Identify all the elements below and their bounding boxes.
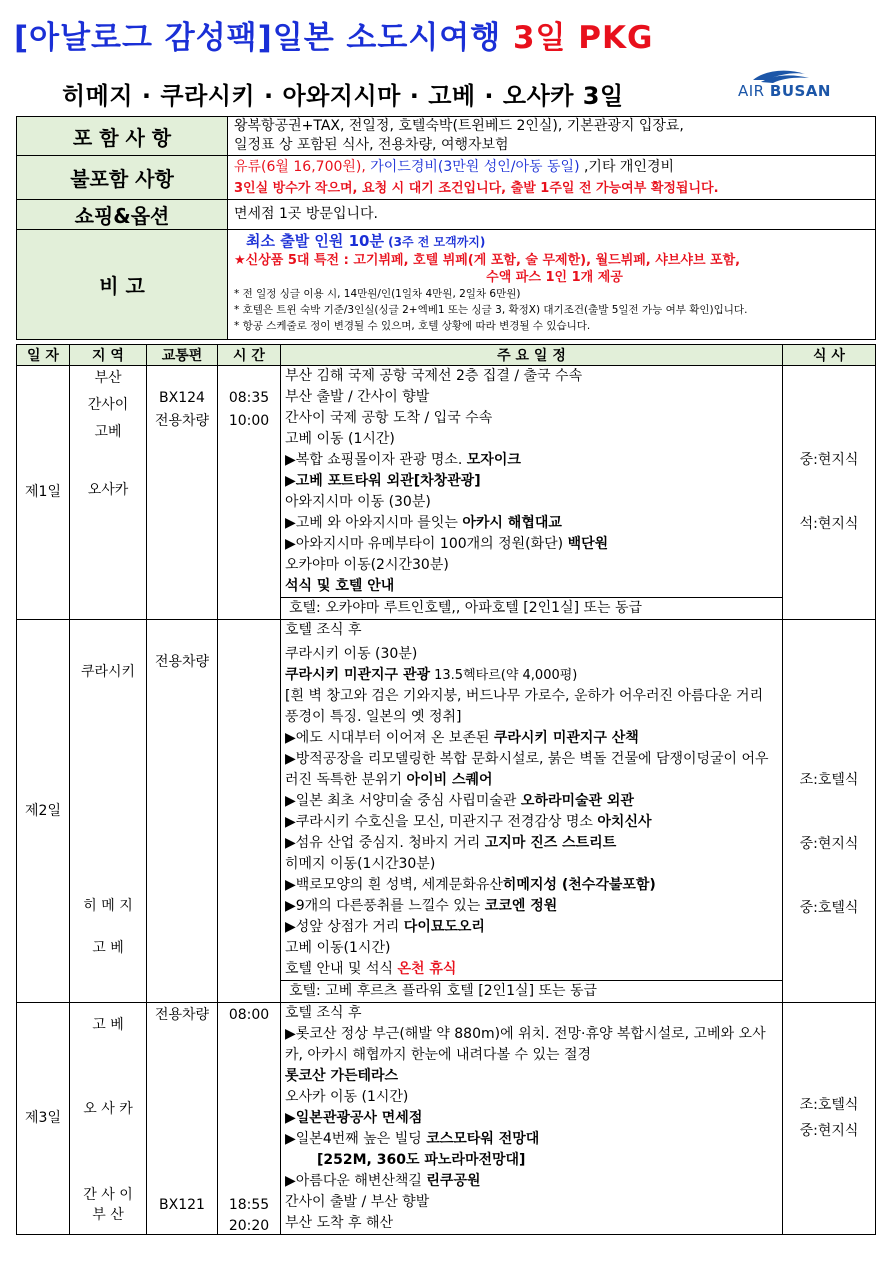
day3-plan: 호텔 조식 후 ▶롯코산 정상 부근(해발 약 880m)에 위치. 전망·휴양 복합시설로, 고베와 오사카, 아카시 해협까지 한눈에 내려다볼 수 있는 절경 롯코산 가든테라스 오사카 이동 (1시간) ▶일본관광공사 면세점 ▶일본4번째 높은 빌딩 코스모타워 전망대 [252M, 360도 파노라마전망대] ▶아름다운 해변산책길 린쿠공원 간사이 출발 / 부산 향발 부산 도착 후 해산 bbox=[281, 1003, 783, 1235]
day1-transport: BX124 전용차량 bbox=[147, 366, 218, 620]
day2-label: 제2일 bbox=[17, 620, 70, 1003]
day2-hotel: 호텔: 고베 후르츠 플라워 호텔 [2인1실] 또는 동급 bbox=[281, 980, 782, 1002]
header-plan: 주 요 일 정 bbox=[281, 345, 783, 366]
title-accent: 3일 PKG bbox=[512, 20, 654, 56]
day2-plan: 호텔 조식 후 쿠라시키 이동 (30분) 쿠라시키 미관지구 관광 13.5헥타르(약 4,000평) [흰 벽 창고와 검은 기와지붕, 버드나무 가로수, 운하가 어우러진 아름다운 거리 풍경이 특징. 일본의 옛 정취] ▶에도 시대부터 이어져 온 보존된 쿠라시키 미관지구 산책 ▶방적공장을 리모델링한 복합 문화시설로, 붉은 벽돌 건물에 담쟁이덩굴이 어우러진 독특한 분위기 아이비 스퀘어 ▶일본 최초 서양미술 중심 사립미술관 오하라미술관 외관 ▶쿠라시키 수호신을 모신, 미관지구 전경감상 명소 아치신사 ▶섬유 산업 중심지. 청바지 거리 고지마 진즈 스트리트 히메지 이동(1시간30분) ▶백로모양의 흰 성벽, 세계문화유산히메지성 (천수각불포함) ▶9개의 다른풍취를 느낄수 있는 코코엔 정원 ▶성앞 상점가 거리 다이묘도오리 고베 이동(1시간) 호텔 안내 및 석식 온천 휴식 호텔: 고베 후르츠 플라워 호텔 [2인1실] 또는 동급 bbox=[281, 620, 783, 1003]
day1-plan: 부산 김해 국제 공항 국제선 2층 집결 / 출국 수속 부산 출발 / 간사이 향발 간사이 국제 공항 도착 / 입국 수속 고베 이동 (1시간) ▶복합 쇼핑몰이자 관광 명소. 모자이크 ▶고베 포트타워 외관[차창관광] 아와지시마 이동 (30분) ▶고베 와 아와지시마 를잇는 아카시 해협대교 ▶아와지시마 유메부타이 100개의 정원(화단) 백단원 오카야마 이동(2시간30분) 석식 및 호텔 안내 호텔: 오카야마 루트인호텔,, 아파호텔 [2인1실] 또는 동급 bbox=[281, 366, 783, 620]
schedule-row-day1 bbox=[17, 366, 876, 620]
day3-transport: 전용차량 BX121 bbox=[147, 1003, 218, 1235]
header-transport: 교통편 bbox=[147, 345, 218, 366]
schedule-table bbox=[16, 344, 876, 1235]
page-subtitle: 히메지 · 쿠라시키 · 아와지시마 · 고베 · 오사카 3일 bbox=[62, 82, 624, 110]
included-label: 포 함 사 항 bbox=[17, 117, 228, 156]
included-value: 왕복항공권+TAX, 전일정, 호텔숙박(트윈베드 2인실), 기본관광지 입장료, 일정표 상 포함된 식사, 전용차량, 여행자보험 bbox=[228, 117, 876, 156]
page-title: [아날로그 감성팩]일본 소도시여행 3일 PKG bbox=[14, 20, 654, 56]
info-table bbox=[16, 116, 876, 340]
day1-hotel: 호텔: 오카야마 루트인호텔,, 아파호텔 [2인1실] 또는 동급 bbox=[281, 597, 782, 619]
air-busan-logo-text: AIR BUSAN bbox=[738, 82, 831, 100]
excluded-label: 불포함 사항 bbox=[17, 156, 228, 200]
day2-time bbox=[218, 620, 281, 1003]
schedule-row-day3 bbox=[17, 1003, 876, 1235]
header-time: 시 간 bbox=[218, 345, 281, 366]
remarks-label: 비 고 bbox=[17, 230, 228, 340]
day1-meals: 중:현지식 석:현지식 bbox=[783, 366, 876, 620]
day2-transport: 전용차량 bbox=[147, 620, 218, 1003]
day3-meals: 조:호텔식 중:현지식 bbox=[783, 1003, 876, 1235]
schedule-row-day2 bbox=[17, 620, 876, 1003]
day3-area: 고 베 오 사 카 간 사 이 부 산 bbox=[70, 1003, 147, 1235]
header-area: 지 역 bbox=[70, 345, 147, 366]
shopping-value: 면세점 1곳 방문입니다. bbox=[228, 200, 876, 230]
day2-meals: 조:호텔식 중:현지식 중:호텔식 bbox=[783, 620, 876, 1003]
day1-time: 08:35 10:00 bbox=[218, 366, 281, 620]
shopping-label: 쇼핑&옵션 bbox=[17, 200, 228, 230]
day1-label: 제1일 bbox=[17, 366, 70, 620]
excluded-value: 유류(6월 16,700원), 가이드경비(3만원 성인/아동 동일) ,기타 개인경비 3인실 방수가 작으며, 요청 시 대기 조건입니다, 출발 1주일 전 가능여부 확정됩니다. bbox=[228, 156, 876, 200]
header-meal: 식 사 bbox=[783, 345, 876, 366]
remarks-value: 최소 출발 인원 10분 (3주 전 모객까지) ★신상품 5대 특전 : 고기뷔페, 호텔 뷔페(게 포함, 술 무제한), 월드뷔페, 샤브샤브 포함, 수액 파스 1인 1개 제공 * 전 일정 싱글 이용 시, 14만원/인(1일차 4만원, 2일차 6만원) * 호텔은 트윈 숙박 기준/3인실(싱글 2+엑베1 또는 싱글 3, 확정X) 대기조건(출발 5일전 가능 여부 확인)입니다. * 항공 스케줄로 정이 변경될 수 있으며, 호텔 상황에 따라 변경될 수 있습니다. bbox=[228, 230, 876, 340]
day3-time: 08:00 18:55 20:20 bbox=[218, 1003, 281, 1235]
day2-area: 쿠라시키 히 메 지 고 베 bbox=[70, 620, 147, 1003]
day3-label: 제3일 bbox=[17, 1003, 70, 1235]
schedule-header-row bbox=[17, 345, 876, 366]
header-day: 일 자 bbox=[17, 345, 70, 366]
day1-area: 부산 간사이 고베 오사카 bbox=[70, 366, 147, 620]
